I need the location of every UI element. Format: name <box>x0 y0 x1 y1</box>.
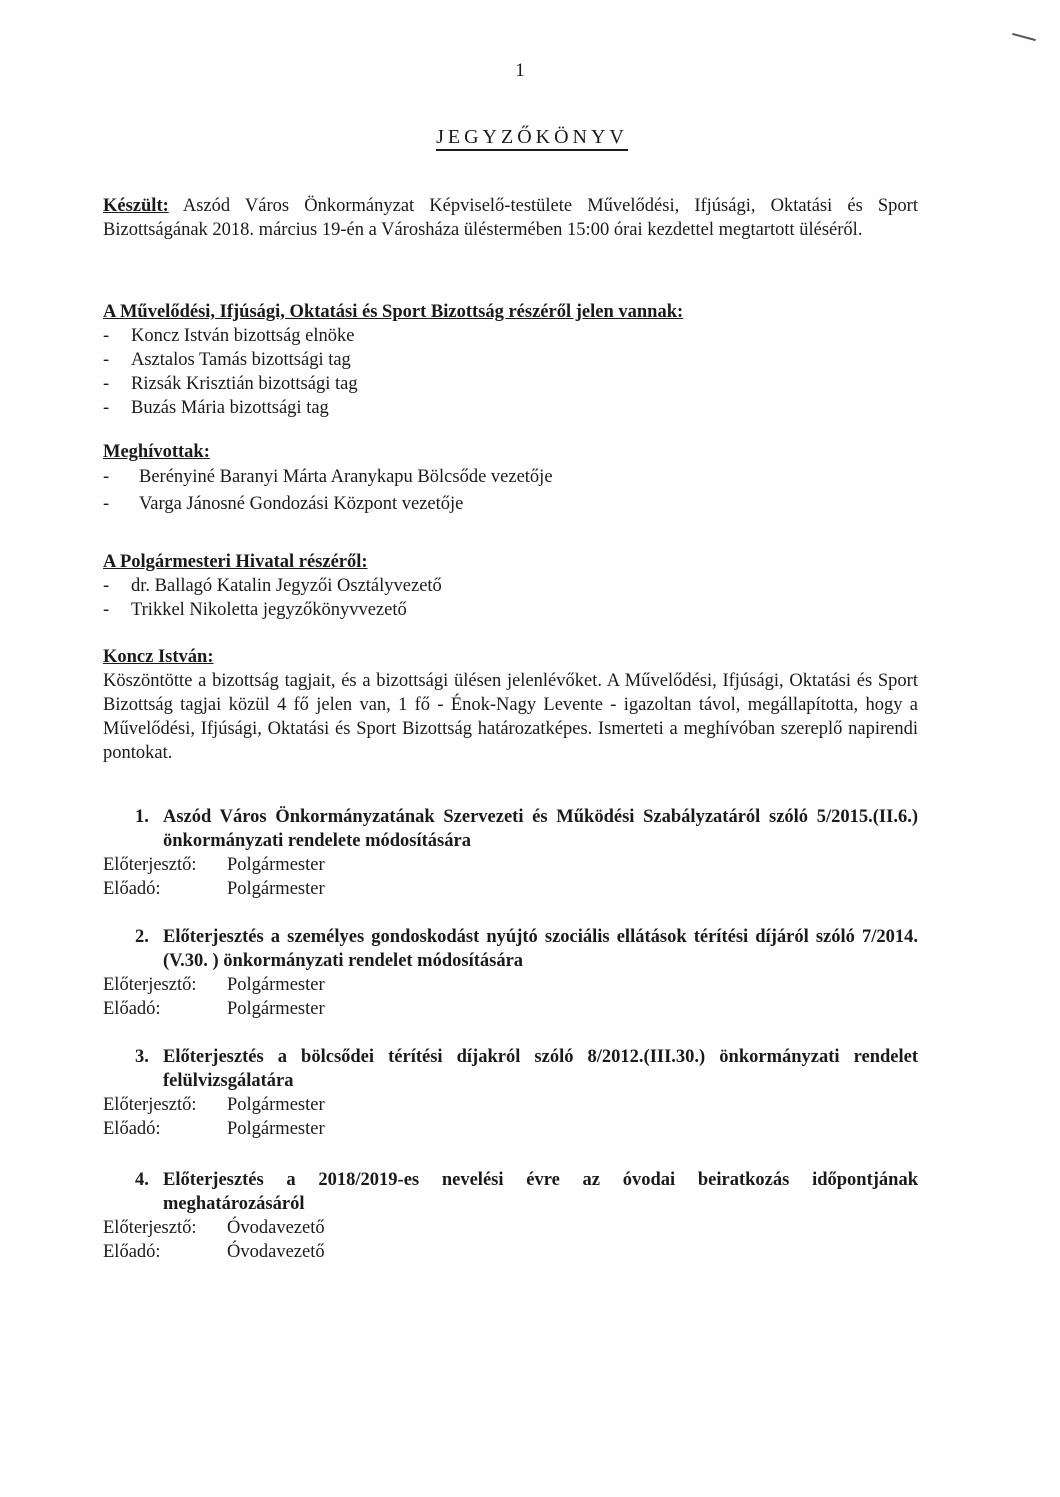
agenda-title: Előterjesztés a személyes gondoskodást nyújtó szociális ellátások térítési díjáról szóló 7/2014. (V.30. ) önkormányzati rendelet módosítására <box>163 927 918 971</box>
presenter-value: Óvodavezető <box>227 1242 325 1262</box>
submitter-value: Polgármester <box>227 1095 325 1115</box>
agenda-number: 4. <box>135 1170 149 1190</box>
agenda-number: 3. <box>135 1047 149 1067</box>
document-title-text: JEGYZŐKÖNYV <box>436 126 628 151</box>
agenda-item-4 <box>103 1168 918 1264</box>
submitter-value: Polgármester <box>227 975 325 995</box>
committee-section <box>103 300 918 420</box>
invited-section <box>103 440 918 518</box>
list-item: - Asztalos Tamás bizottsági tag <box>103 350 351 370</box>
list-item: - dr. Ballagó Katalin Jegyzői Osztályvezető <box>103 576 442 596</box>
list-item: - Trikkel Nikoletta jegyzőkönyvvezető <box>103 600 407 620</box>
agenda-title: Aszód Város Önkormányzatának Szervezeti és Működési Szabályzatáról szóló 5/2015.(II.6.) önkormányzati rendelete módosítására <box>163 807 918 851</box>
agenda-item-2 <box>103 925 918 1021</box>
intro-paragraph <box>103 194 918 242</box>
submitter-label: Előterjesztő: <box>103 975 197 995</box>
speech-text: Köszöntötte a bizottság tagjait, és a bizottsági ülésen jelenlévőket. A Művelődési, Ifjúsági, Oktatási és Sport Bizottság tagjai közül 4 fő jelen van, 1 fő - Énok-Nagy Levente - igazoltan távol, megállapította, hogy a Művelődési, Ifjúsági, Oktatási és Sport Bizottság határozatképes. Ismerteti a meghívóban szereplő napirendi pontokat. <box>103 671 918 763</box>
office-list <box>103 574 918 622</box>
committee-list <box>103 324 918 420</box>
agenda-number: 2. <box>135 927 149 947</box>
presenter-label: Előadó: <box>103 999 161 1019</box>
agenda-item-3 <box>103 1045 918 1141</box>
agenda-title: Előterjesztés a 2018/2019-es nevelési évre az óvodai beiratkozás időpontjának meghatározásáról <box>163 1170 918 1214</box>
page-number: 1 <box>515 60 525 81</box>
presenter-value: Polgármester <box>227 1119 325 1139</box>
scan-artifact-mark <box>1012 33 1036 41</box>
agenda-number: 1. <box>135 807 149 827</box>
speaker-heading: Koncz István: <box>103 647 214 667</box>
presenter-label: Előadó: <box>103 1242 161 1262</box>
submitter-label: Előterjesztő: <box>103 1095 197 1115</box>
submitter-value: Óvodavezető <box>227 1218 325 1238</box>
office-section <box>103 550 918 622</box>
agenda-title: Előterjesztés a bölcsődei térítési díjakról szóló 8/2012.(III.30.) önkormányzati rendelet felülvizsgálatára <box>163 1047 918 1091</box>
speech-section <box>103 645 918 765</box>
presenter-label: Előadó: <box>103 1119 161 1139</box>
list-item: - Varga Jánosné Gondozási Központ vezetője <box>103 494 464 514</box>
list-item: - Rizsák Krisztián bizottsági tag <box>103 374 358 394</box>
list-item: - Berényiné Baranyi Márta Aranykapu Bölcsőde vezetője <box>103 467 553 487</box>
document-title <box>0 126 1060 149</box>
presenter-value: Polgármester <box>227 879 325 899</box>
presenter-label: Előadó: <box>103 879 161 899</box>
list-item: - Buzás Mária bizottsági tag <box>103 398 329 418</box>
presenter-value: Polgármester <box>227 999 325 1019</box>
list-item: - Koncz István bizottság elnöke <box>103 326 355 346</box>
submitter-label: Előterjesztő: <box>103 1218 197 1238</box>
office-heading: A Polgármesteri Hivatal részéről: <box>103 552 368 572</box>
committee-heading: A Művelődési, Ifjúsági, Oktatási és Sport Bizottság részéről jelen vannak: <box>103 302 684 322</box>
submitter-value: Polgármester <box>227 855 325 875</box>
invited-heading: Meghívottak: <box>103 442 210 462</box>
submitter-label: Előterjesztő: <box>103 855 197 875</box>
intro-text: Aszód Város Önkormányzat Képviselő-testülete Művelődési, Ifjúsági, Oktatási és Sport Bizottságának 2018. március 19-én a Városháza üléstermében 15:00 órai kezdettel megtartott üléséről. <box>103 196 918 240</box>
intro-label: Készült: <box>103 196 169 216</box>
agenda-item-1 <box>103 805 918 901</box>
invited-list <box>103 464 918 518</box>
